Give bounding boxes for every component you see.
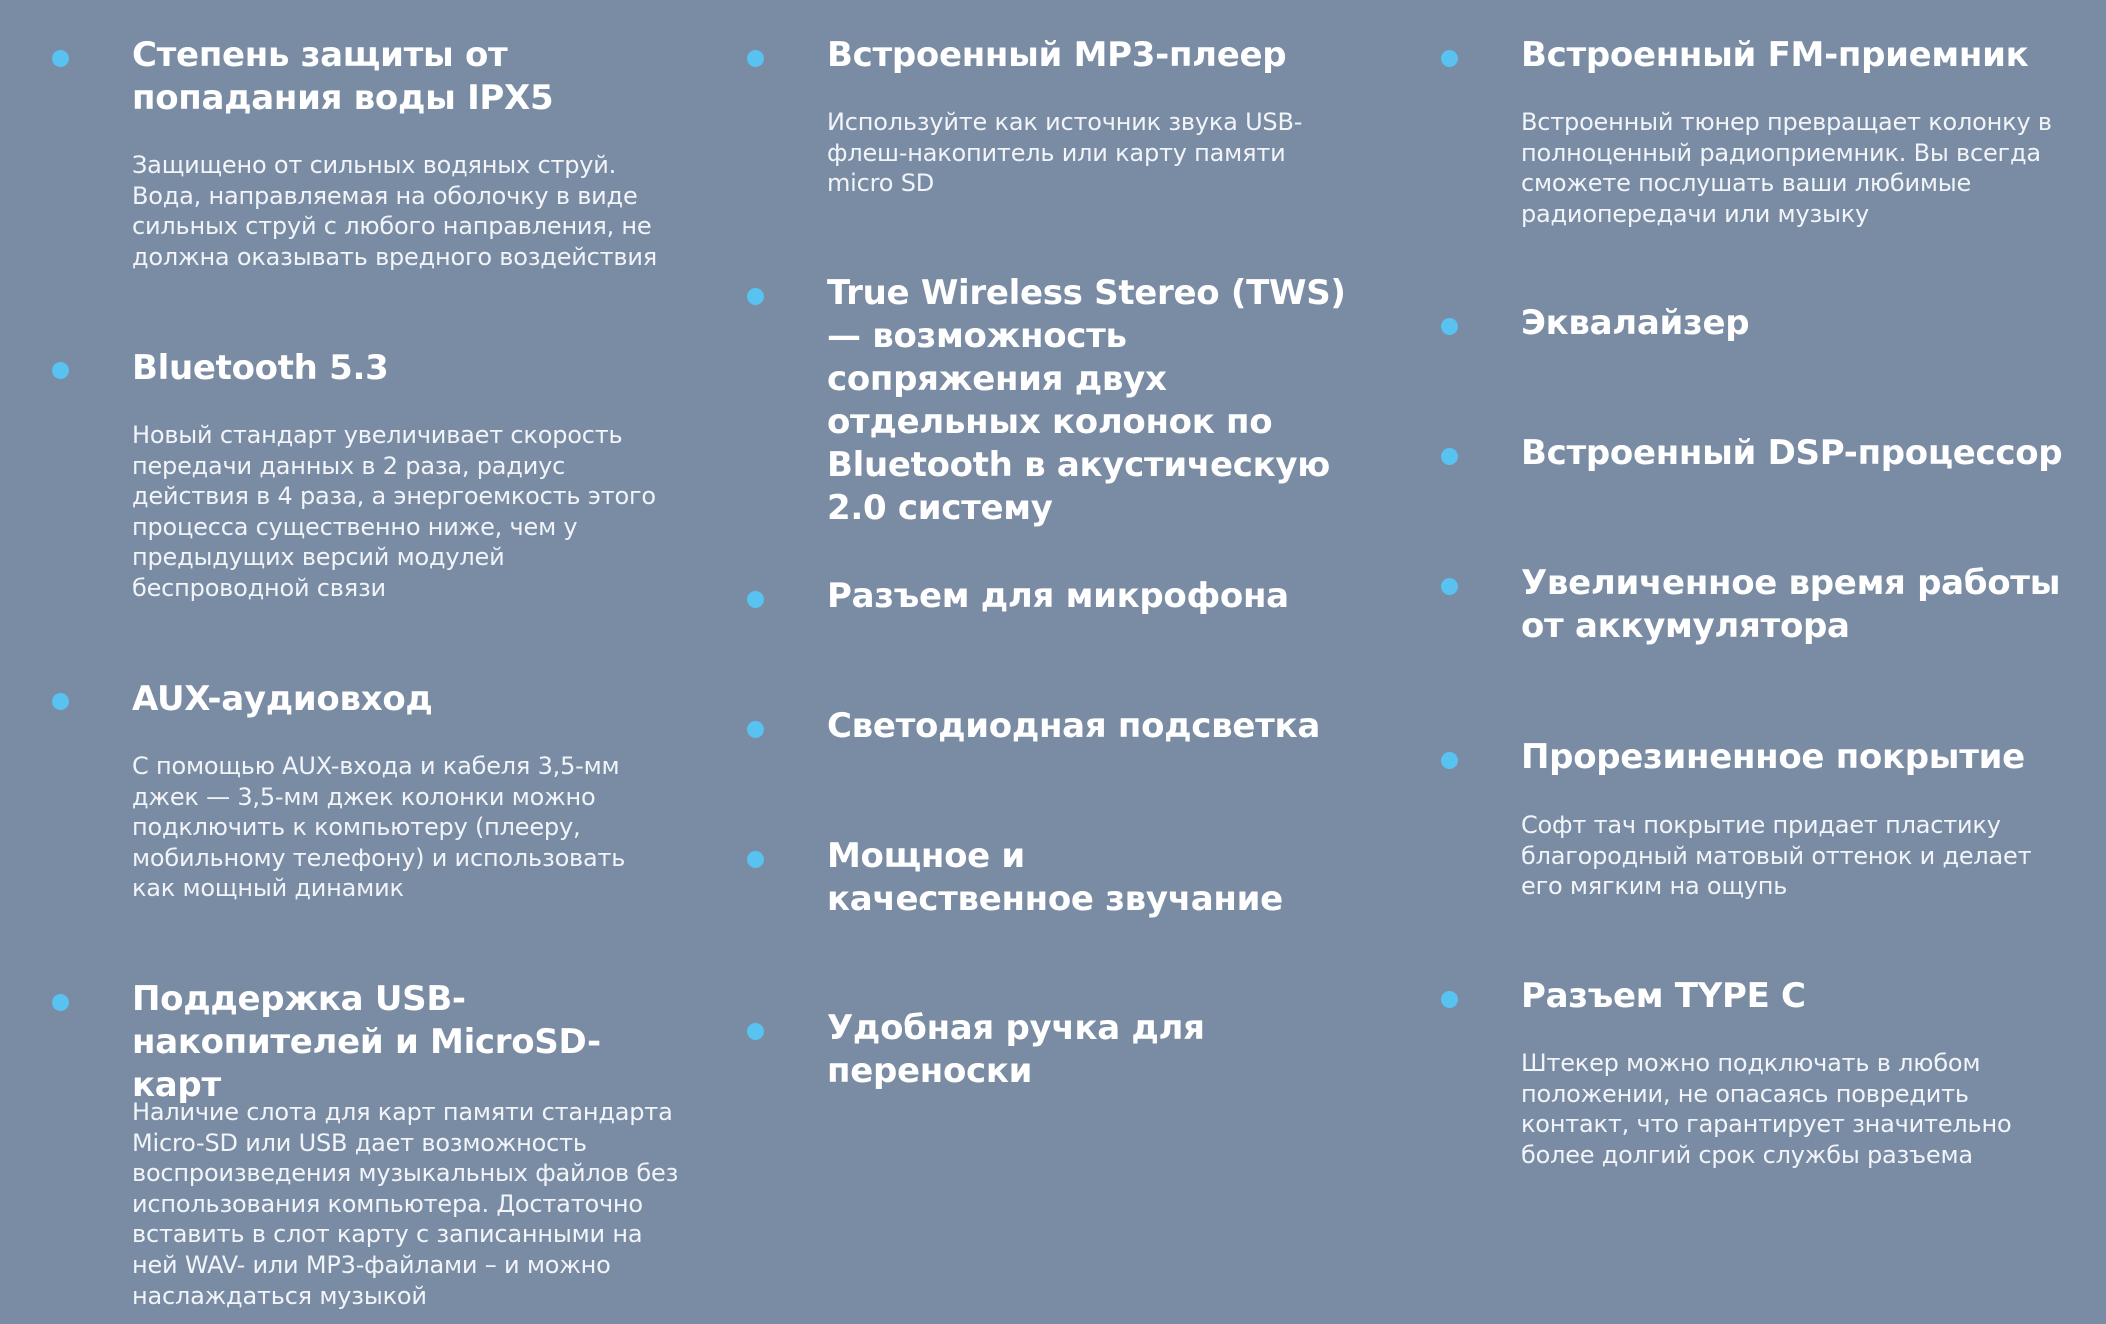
feature-title: Прорезиненное покрытие — [1521, 737, 2025, 777]
bullet-icon — [52, 50, 69, 67]
feature-title: Светодиодная подсветка — [827, 706, 1320, 746]
bullet-icon — [747, 288, 764, 305]
bullet-icon — [747, 721, 764, 738]
feature-title: Эквалайзер — [1521, 303, 1750, 343]
feature-description: Наличие слота для карт памяти стандарта Micro-SD или USB дает возможность воспроизведения музыкальных файлов без использования компьютера. Достаточно вставить в слот карту с записанными на ней WAV- или MP3-файлами – и можно наслаждаться музыкой — [132, 1098, 679, 1310]
feature-title: Увеличенное время работы от аккумулятора — [1521, 563, 2061, 646]
bullet-icon — [1441, 318, 1458, 335]
feature-title: Поддержка USB-накопителей и MicroSD-карт — [132, 979, 601, 1105]
feature-description: Встроенный тюнер превращает колонку в полноценный радиоприемник. Вы всегда сможете послушать ваши любимые радиопередачи или музыку — [1521, 108, 2052, 228]
feature-title: True Wireless Stereo (TWS) — возможность сопряжения двух отдельных колонок по Bluetooth в акустическую 2.0 систему — [827, 273, 1346, 528]
feature-title: AUX-аудиовход — [132, 679, 433, 719]
feature-title: Встроенный DSP-процессор — [1521, 433, 2063, 473]
bullet-icon — [52, 693, 69, 710]
bullet-icon — [747, 851, 764, 868]
bullet-icon — [52, 994, 69, 1011]
feature-description: Используйте как источник звука USB-флеш-накопитель или карту памяти micro SD — [827, 108, 1303, 198]
bullet-icon — [52, 362, 69, 379]
feature-description: Защищено от сильных водяных струй. Вода, направляемая на оболочку в виде сильных струй с любого направления, не должна оказывать вредного воздействия — [132, 151, 658, 271]
feature-title: Bluetooth 5.3 — [132, 348, 389, 388]
feature-description: Штекер можно подключать в любом положении, не опасаясь повредить контакт, что гарантирует значительно более долгий срок службы разъема — [1521, 1049, 2012, 1169]
feature-title: Встроенный FM-приемник — [1521, 35, 2029, 75]
feature-title: Мощное и качественное звучание — [827, 836, 1283, 919]
bullet-icon — [1441, 448, 1458, 465]
feature-description: С помощью AUX-входа и кабеля 3,5-мм джек — 3,5-мм джек колонки можно подключить к компьютеру (плееру, мобильному телефону) и использовать как мощный динамик — [132, 752, 626, 903]
feature-title: Разъем TYPE C — [1521, 976, 1806, 1016]
feature-description: Новый стандарт увеличивает скорость передачи данных в 2 раза, радиус действия в 4 раза, а энергоемкость этого процесса существенно ниже, чем у предыдущих версий модулей беспроводной связи — [132, 421, 656, 602]
bullet-icon — [1441, 50, 1458, 67]
bullet-icon — [1441, 991, 1458, 1008]
feature-title: Встроенный MP3-плеер — [827, 35, 1287, 75]
bullet-icon — [747, 1023, 764, 1040]
feature-title: Степень защиты от попадания воды IPX5 — [132, 35, 554, 118]
bullet-icon — [747, 50, 764, 67]
bullet-icon — [1441, 578, 1458, 595]
feature-title: Разъем для микрофона — [827, 576, 1289, 616]
feature-title: Удобная ручка для переноски — [827, 1008, 1205, 1091]
bullet-icon — [747, 591, 764, 608]
bullet-icon — [1441, 752, 1458, 769]
feature-description: Софт тач покрытие придает пластику благородный матовый оттенок и делает его мягким на ощупь — [1521, 811, 2032, 901]
